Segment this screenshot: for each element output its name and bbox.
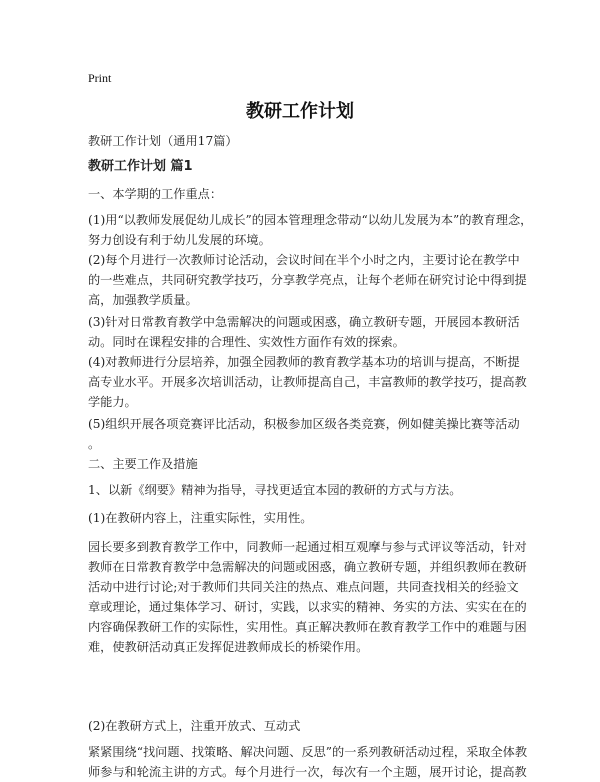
text-line: 努力创设有利于幼儿发展的环境。: [88, 233, 271, 247]
document-title: 教研工作计划: [246, 101, 354, 122]
paragraph-research-content: [88, 537, 527, 657]
text-line: 活动中进行讨论;对于教师们共同关注的热点、难点问题，共同查找相关的经验文: [88, 580, 519, 594]
section-title: 教研工作计划 篇1: [88, 159, 193, 174]
heading-main-measures: 二、主要工作及措施: [88, 457, 198, 471]
heading-work-focus: 一、本学期的工作重点：: [88, 187, 223, 201]
text-line: (3)针对日常教育教学中急需解决的问题或困惑，确立教研专题，开展园本教研活: [88, 315, 520, 329]
paragraph-research-method: [88, 742, 528, 782]
text-line: 学能力。: [88, 395, 137, 409]
paragraph-item-4: [88, 352, 527, 412]
text-line: (4)对教师进行分层培养，加强全园教师的教育教学基本功的培训与提高，不断提: [88, 355, 520, 369]
document-subtitle: 教研工作计划（通用17篇）: [88, 134, 238, 148]
text-line: 高专业水平。开展多次培训活动，让教师提高自己，丰富教师的教学技巧，提高教: [88, 375, 527, 389]
measure-1-2: (2)在教研方式上，注重开放式、互动式: [88, 719, 301, 733]
text-line: 难，使教研活动真正发挥促进教师成长的桥梁作用。: [88, 640, 369, 654]
text-line: 高，加强教学质量。: [88, 293, 198, 307]
paragraph-item-5: [88, 414, 518, 454]
text-line: (5)组织开展各项竞赛评比活动，积极参加区级各类竞赛，例如健美操比赛等活动: [88, 417, 520, 431]
text-line: 园长要多到教育教学工作中，同教师一起通过相互观摩与参与式评议等活动，针对: [88, 540, 527, 554]
text-line: 。: [88, 437, 101, 451]
text-line: 紧紧围绕“找问题、找策略、解决问题、反思”的一系列教研活动过程，采取全体教: [88, 745, 528, 759]
text-line: 章或理论，通过集体学习、研讨，实践，以求实的精神、务实的方法、实实在在的: [88, 600, 527, 614]
text-line: 内容确保教研工作的实际性，实用性。真正解决教师在教育教学工作中的难题与困: [88, 620, 527, 634]
paragraph-item-1: [88, 210, 533, 250]
measure-1-1: (1)在教研内容上，注重实际性，实用性。: [88, 511, 313, 525]
text-line: (1)用“以教师发展促幼儿成长”的园本管理理念带动“以幼儿发展为本”的教育理念，: [88, 213, 533, 227]
text-line: 的一些难点，共同研究教学技巧，分享教学亮点，让每个老师在研究讨论中得到提: [88, 273, 527, 287]
measure-1: 1、以新《纲要》精神为指导，寻找更适宜本园的教研的方式与方法。: [88, 483, 462, 497]
text-line: 师参与和轮流主讲的方式。每个月进行一次，每次有一个主题，展开讨论，提高教: [88, 765, 527, 779]
paragraph-item-3: [88, 312, 518, 352]
print-link[interactable]: Print: [88, 71, 112, 85]
paragraph-item-2: [88, 250, 527, 310]
text-line: (2)每个月进行一次教师讨论活动，会议时间在半个小时之内，主要讨论在教学中: [88, 253, 520, 267]
text-line: 动。同时在课程安排的合理性、实效性方面作有效的探索。: [88, 335, 405, 349]
text-line: 教师在日常教育教学中急需解决的问题或困惑，确立教研专题，并组织教师在教研: [88, 560, 527, 574]
